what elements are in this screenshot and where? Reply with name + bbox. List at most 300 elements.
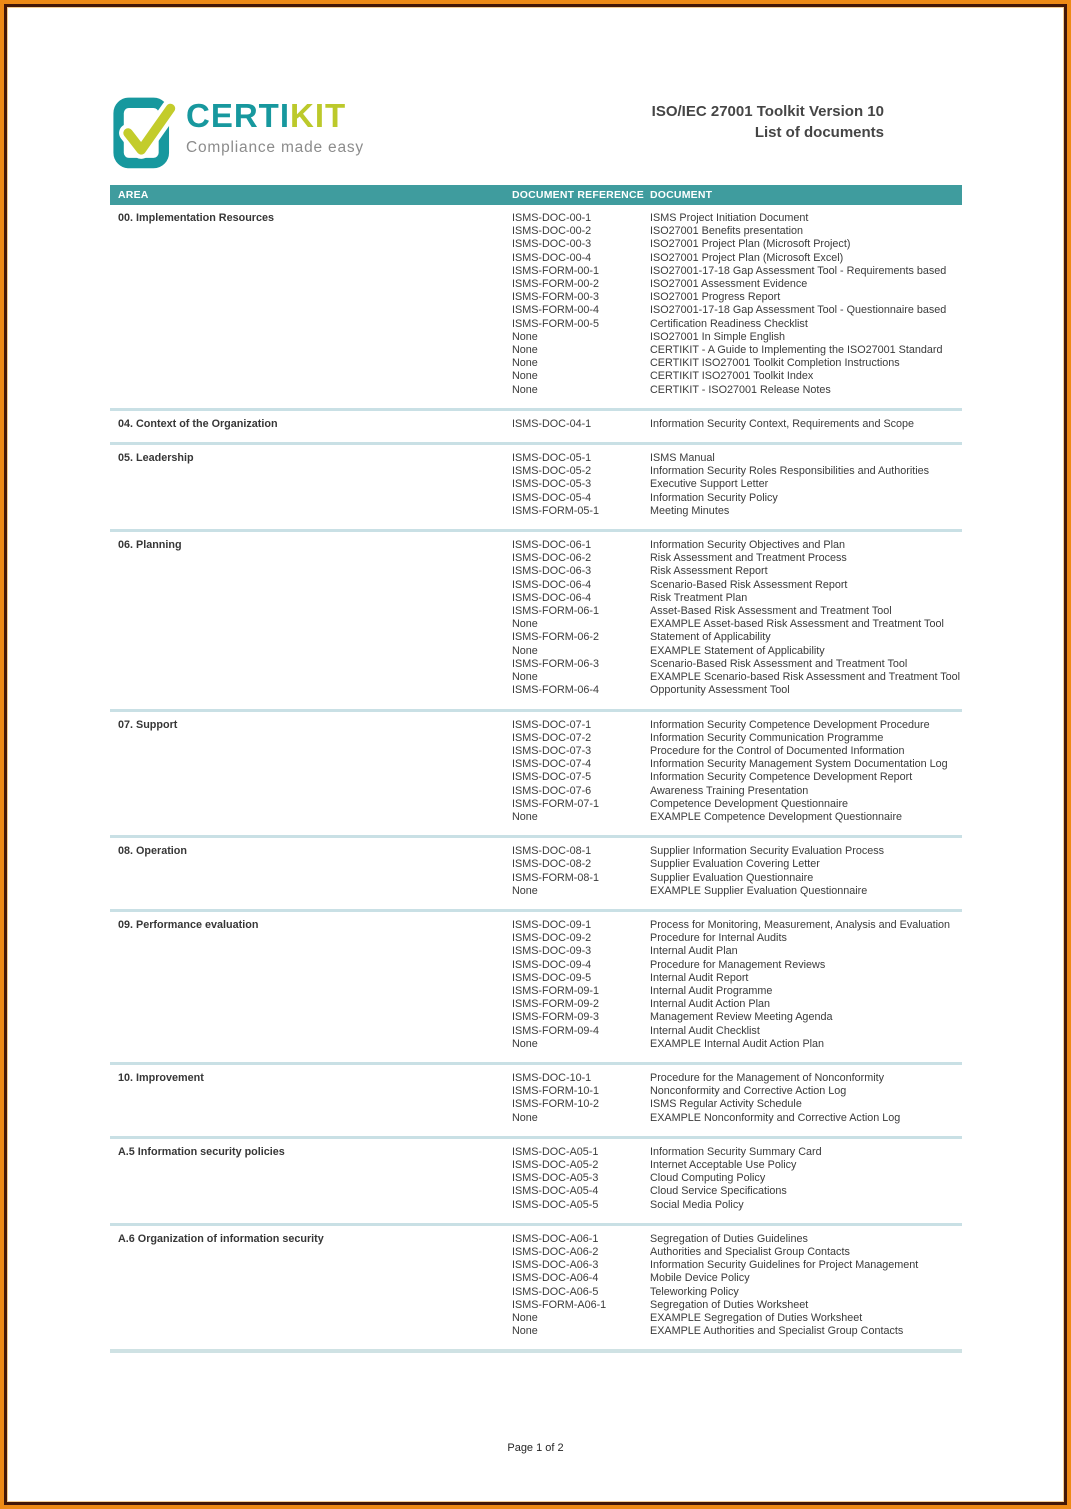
document-reference-cell: None xyxy=(512,357,538,370)
table-section xyxy=(110,1136,962,1223)
area-cell xyxy=(110,278,512,291)
document-reference-cell: ISMS-FORM-05-1 xyxy=(512,504,599,517)
document-reference-cell: None xyxy=(512,618,538,631)
document-name-cell: Cloud Computing Policy xyxy=(650,1172,766,1185)
area-cell: 09. Performance evaluation xyxy=(118,918,259,931)
area-cell xyxy=(110,959,512,972)
document-name-cell: Opportunity Assessment Tool xyxy=(650,684,790,697)
table-row xyxy=(110,505,962,518)
table-section xyxy=(110,408,962,442)
table-row xyxy=(110,1011,962,1024)
table-row xyxy=(110,418,962,431)
document-name-cell: Information Security Competence Development Report xyxy=(650,771,913,784)
document-name-cell: ISO27001-17-18 Gap Assessment Tool - Requirements based xyxy=(650,264,947,277)
area-cell xyxy=(110,579,512,592)
document-reference-cell: ISMS-DOC-A05-5 xyxy=(512,1198,599,1211)
area-cell xyxy=(110,318,512,331)
table-row xyxy=(110,318,962,331)
area-cell xyxy=(110,370,512,383)
document-name-cell: Supplier Evaluation Questionnaire xyxy=(650,871,814,884)
document-name-cell: Information Security Guidelines for Project Management xyxy=(650,1259,919,1272)
area-cell xyxy=(110,885,512,898)
area-cell xyxy=(110,1272,512,1285)
table-row xyxy=(110,1286,962,1299)
document-name-cell: Asset-Based Risk Assessment and Treatment Tool xyxy=(650,605,892,618)
table-row xyxy=(110,1233,962,1246)
table-row xyxy=(110,344,962,357)
logo-text xyxy=(186,93,364,157)
document-reference-cell: None xyxy=(512,1312,538,1325)
document-name-cell: Segregation of Duties Worksheet xyxy=(650,1298,809,1311)
table-row xyxy=(110,1172,962,1185)
table-row xyxy=(110,845,962,858)
table-row xyxy=(110,539,962,552)
area-cell xyxy=(110,684,512,697)
table-row xyxy=(110,1098,962,1111)
document-reference-cell: ISMS-DOC-07-3 xyxy=(512,744,592,757)
document-reference-cell: ISMS-DOC-09-1 xyxy=(512,918,592,931)
document-reference-cell: ISMS-DOC-08-1 xyxy=(512,845,592,858)
document-name-cell: Competence Development Questionnaire xyxy=(650,797,849,810)
document-name-cell: Mobile Device Policy xyxy=(650,1272,750,1285)
table-row xyxy=(110,212,962,225)
document-reference-cell: ISMS-DOC-A05-3 xyxy=(512,1172,599,1185)
table-row xyxy=(110,1072,962,1085)
document-name-cell: Teleworking Policy xyxy=(650,1285,739,1298)
area-cell xyxy=(110,344,512,357)
brand-tagline: Compliance made easy xyxy=(186,139,364,156)
document-reference-cell: ISMS-DOC-10-1 xyxy=(512,1071,592,1084)
document-reference-cell: None xyxy=(512,1325,538,1338)
document-title xyxy=(652,101,884,143)
table-row xyxy=(110,252,962,265)
table-row xyxy=(110,357,962,370)
document-name-cell: Internal Audit Action Plan xyxy=(650,998,771,1011)
table-row xyxy=(110,291,962,304)
area-cell xyxy=(110,671,512,684)
document-name-cell: Segregation of Duties Guidelines xyxy=(650,1232,808,1245)
area-cell xyxy=(110,592,512,605)
document-name-cell: EXAMPLE Internal Audit Action Plan xyxy=(650,1037,825,1050)
document-reference-cell: ISMS-DOC-08-2 xyxy=(512,858,592,871)
area-cell xyxy=(110,238,512,251)
area-cell xyxy=(110,771,512,784)
area-cell xyxy=(110,1172,512,1185)
document-name-cell: ISMS Manual xyxy=(650,452,715,465)
table-row xyxy=(110,465,962,478)
table-row xyxy=(110,565,962,578)
title-line-2: List of documents xyxy=(754,124,884,141)
document-name-cell: Social Media Policy xyxy=(650,1198,744,1211)
area-cell xyxy=(110,1259,512,1272)
document-name-cell: Internal Audit Report xyxy=(650,971,749,984)
document-name-cell: Scenario-Based Risk Assessment Report xyxy=(650,578,848,591)
document-name-cell: Information Security Roles Responsibilities and Authorities xyxy=(650,465,930,478)
table-section xyxy=(110,205,962,408)
area-cell xyxy=(110,565,512,578)
area-cell xyxy=(110,1286,512,1299)
documents-table xyxy=(110,185,962,1353)
document-reference-cell: ISMS-DOC-06-4 xyxy=(512,591,592,604)
table-row xyxy=(110,885,962,898)
document-name-cell: Nonconformity and Corrective Action Log xyxy=(650,1085,847,1098)
document-reference-cell: ISMS-FORM-10-2 xyxy=(512,1098,599,1111)
table-row xyxy=(110,771,962,784)
document-name-cell: Information Security Summary Card xyxy=(650,1145,822,1158)
document-reference-cell: ISMS-DOC-A05-2 xyxy=(512,1158,599,1171)
document-name-cell: EXAMPLE Nonconformity and Corrective Action Log xyxy=(650,1111,901,1124)
document-name-cell: Certification Readiness Checklist xyxy=(650,317,808,330)
clipboard-check-icon xyxy=(112,93,178,171)
document-reference-cell: ISMS-FORM-06-2 xyxy=(512,631,599,644)
table-section xyxy=(110,529,962,708)
table-row xyxy=(110,719,962,732)
area-cell xyxy=(110,658,512,671)
document-reference-cell: ISMS-DOC-05-4 xyxy=(512,491,592,504)
table-row xyxy=(110,592,962,605)
area-cell xyxy=(110,552,512,565)
area-cell: 00. Implementation Resources xyxy=(118,212,275,224)
document-name-cell: CERTIKIT - A Guide to Implementing the ISO27001 Standard xyxy=(650,344,943,357)
document-name-cell: CERTIKIT ISO27001 Toolkit Index xyxy=(650,370,814,383)
document-name-cell: Supplier Information Security Evaluation Process xyxy=(650,845,885,858)
document-name-cell: Statement of Applicability xyxy=(650,631,771,644)
document-reference-cell: ISMS-FORM-06-3 xyxy=(512,657,599,670)
document-reference-cell: ISMS-DOC-00-3 xyxy=(512,238,592,251)
table-row xyxy=(110,238,962,251)
document-name-cell: Risk Treatment Plan xyxy=(650,591,748,604)
area-cell xyxy=(110,478,512,491)
table-row xyxy=(110,959,962,972)
area-cell xyxy=(110,492,512,505)
document-reference-cell: ISMS-DOC-05-1 xyxy=(512,452,592,465)
certikit-logo xyxy=(112,93,364,171)
document-name-cell: ISO27001 Project Plan (Microsoft Project) xyxy=(650,238,851,251)
area-cell xyxy=(110,1299,512,1312)
area-cell: 10. Improvement xyxy=(118,1071,204,1084)
area-cell: 07. Support xyxy=(118,718,178,731)
document-reference-cell: ISMS-DOC-A06-2 xyxy=(512,1246,599,1258)
table-row xyxy=(110,1246,962,1259)
area-cell xyxy=(110,331,512,344)
document-name-cell: ISO27001 Assessment Evidence xyxy=(650,278,808,291)
area-cell xyxy=(110,1246,512,1259)
document-reference-cell: ISMS-DOC-00-1 xyxy=(512,212,592,224)
table-row xyxy=(110,552,962,565)
document-reference-cell: ISMS-DOC-07-4 xyxy=(512,758,592,771)
document-reference-cell: ISMS-FORM-00-1 xyxy=(512,264,599,277)
document-name-cell: Executive Support Letter xyxy=(650,478,769,491)
document-reference-cell: None xyxy=(512,810,538,823)
table-row xyxy=(110,972,962,985)
table-row xyxy=(110,684,962,697)
area-cell xyxy=(110,1098,512,1111)
area-cell xyxy=(110,1199,512,1212)
area-cell xyxy=(110,858,512,871)
document-name-cell: ISO27001-17-18 Gap Assessment Tool - Questionnaire based xyxy=(650,304,947,317)
document-name-cell: Authorities and Specialist Group Contacts xyxy=(650,1246,850,1258)
document-reference-cell: ISMS-FORM-00-5 xyxy=(512,317,599,330)
document-reference-cell: ISMS-FORM-09-4 xyxy=(512,1024,599,1037)
table-row xyxy=(110,478,962,491)
document-reference-cell: None xyxy=(512,330,538,343)
document-name-cell: EXAMPLE Statement of Applicability xyxy=(650,644,825,657)
table-row xyxy=(110,872,962,885)
column-header-area: AREA xyxy=(118,189,149,201)
table-row xyxy=(110,671,962,684)
table-row xyxy=(110,1185,962,1198)
table-row xyxy=(110,919,962,932)
document-reference-cell: ISMS-DOC-09-4 xyxy=(512,958,592,971)
document-name-cell: Information Security Context, Requirements and Scope xyxy=(650,417,915,430)
area-cell xyxy=(110,384,512,397)
table-row xyxy=(110,1199,962,1212)
table-row xyxy=(110,1299,962,1312)
document-reference-cell: ISMS-FORM-06-4 xyxy=(512,684,599,697)
table-row xyxy=(110,1146,962,1159)
area-cell xyxy=(110,785,512,798)
table-row xyxy=(110,265,962,278)
area-cell xyxy=(110,972,512,985)
area-cell xyxy=(110,304,512,317)
table-row xyxy=(110,452,962,465)
document-reference-cell: ISMS-FORM-06-1 xyxy=(512,605,599,618)
document-reference-cell: ISMS-FORM-09-3 xyxy=(512,1011,599,1024)
document-name-cell: Procedure for Internal Audits xyxy=(650,932,787,945)
table-row xyxy=(110,811,962,824)
table-row xyxy=(110,1259,962,1272)
document-reference-cell: ISMS-FORM-00-4 xyxy=(512,304,599,317)
table-row xyxy=(110,1159,962,1172)
document-name-cell: Internal Audit Checklist xyxy=(650,1024,760,1037)
document-reference-cell: ISMS-DOC-09-3 xyxy=(512,945,592,958)
table-row xyxy=(110,1312,962,1325)
column-header-document-reference: DOCUMENT REFERENCE xyxy=(512,189,644,201)
document-reference-cell: ISMS-DOC-07-6 xyxy=(512,784,592,797)
document-name-cell: Cloud Service Specifications xyxy=(650,1185,787,1198)
table-row xyxy=(110,932,962,945)
document-reference-cell: ISMS-DOC-A06-4 xyxy=(512,1272,599,1285)
document-name-cell: ISMS Regular Activity Schedule xyxy=(650,1098,802,1111)
document-reference-cell: ISMS-DOC-07-1 xyxy=(512,718,592,731)
document-name-cell: Management Review Meeting Agenda xyxy=(650,1011,833,1024)
document-name-cell: EXAMPLE Competence Development Questionnaire xyxy=(650,810,903,823)
area-cell: A.5 Information security policies xyxy=(118,1145,285,1158)
area-cell xyxy=(110,357,512,370)
table-row xyxy=(110,645,962,658)
document-name-cell: ISO27001 Project Plan (Microsoft Excel) xyxy=(650,251,844,264)
table-row xyxy=(110,1325,962,1338)
document-name-cell: EXAMPLE Segregation of Duties Worksheet xyxy=(650,1312,863,1325)
page-number: Page 1 of 2 xyxy=(507,1442,564,1454)
title-line-1: ISO/IEC 27001 Toolkit Version 10 xyxy=(651,103,884,120)
document-reference-cell: None xyxy=(512,1111,538,1124)
area-cell: A.6 Organization of information security xyxy=(118,1232,324,1245)
area-cell: 06. Planning xyxy=(118,539,182,552)
document-name-cell: Risk Assessment and Treatment Process xyxy=(650,552,847,565)
table-row xyxy=(110,492,962,505)
document-name-cell: CERTIKIT ISO27001 Toolkit Completion Instructions xyxy=(650,357,900,370)
table-row xyxy=(110,384,962,397)
document-name-cell: Risk Assessment Report xyxy=(650,565,768,578)
table-row xyxy=(110,1272,962,1285)
area-cell xyxy=(110,811,512,824)
document-name-cell: Information Security Competence Development Procedure xyxy=(650,718,930,731)
document-reference-cell: None xyxy=(512,884,538,897)
document-reference-cell: ISMS-DOC-04-1 xyxy=(512,417,592,430)
table-row xyxy=(110,798,962,811)
area-cell xyxy=(110,618,512,631)
document-name-cell: Meeting Minutes xyxy=(650,504,730,517)
document-reference-cell: ISMS-DOC-07-5 xyxy=(512,771,592,784)
table-row xyxy=(110,732,962,745)
document-name-cell: Supplier Evaluation Covering Letter xyxy=(650,858,820,871)
area-cell xyxy=(110,465,512,478)
area-cell xyxy=(110,1185,512,1198)
document-name-cell: ISMS Project Initiation Document xyxy=(650,212,809,224)
area-cell xyxy=(110,225,512,238)
area-cell xyxy=(110,932,512,945)
brand-name xyxy=(186,99,364,133)
document-reference-cell: ISMS-DOC-A05-1 xyxy=(512,1145,599,1158)
column-header-document: DOCUMENT xyxy=(650,189,713,201)
document-name-cell: Internal Audit Programme xyxy=(650,984,773,997)
table-row xyxy=(110,1085,962,1098)
table-row xyxy=(110,331,962,344)
table-row xyxy=(110,370,962,383)
table-row xyxy=(110,304,962,317)
area-cell xyxy=(110,252,512,265)
table-row xyxy=(110,998,962,1011)
area-cell xyxy=(110,605,512,618)
table-row xyxy=(110,618,962,631)
document-name-cell: Awareness Training Presentation xyxy=(650,784,809,797)
document-reference-cell: ISMS-DOC-06-1 xyxy=(512,539,592,552)
document-reference-cell: ISMS-FORM-00-2 xyxy=(512,278,599,291)
document-name-cell: Information Security Objectives and Plan xyxy=(650,539,846,552)
area-cell: 04. Context of the Organization xyxy=(118,417,278,430)
area-cell xyxy=(110,945,512,958)
area-cell xyxy=(110,1025,512,1038)
document-reference-cell: ISMS-DOC-06-4 xyxy=(512,578,592,591)
document-reference-cell: ISMS-FORM-10-1 xyxy=(512,1085,599,1098)
document-reference-cell: None xyxy=(512,370,538,383)
document-reference-cell: None xyxy=(512,671,538,684)
document-name-cell: Information Security Management System Documentation Log xyxy=(650,758,948,771)
document-reference-cell: ISMS-FORM-09-2 xyxy=(512,998,599,1011)
document-reference-cell: ISMS-DOC-06-3 xyxy=(512,565,592,578)
document-name-cell: Scenario-Based Risk Assessment and Treatment Tool xyxy=(650,657,908,670)
document-name-cell: Procedure for the Management of Nonconformity xyxy=(650,1071,885,1084)
document-name-cell: EXAMPLE Scenario-based Risk Assessment and Treatment Tool xyxy=(650,671,961,684)
table-section xyxy=(110,909,962,1062)
table-row xyxy=(110,785,962,798)
document-reference-cell: ISMS-FORM-09-1 xyxy=(512,984,599,997)
document-reference-cell: None xyxy=(512,1037,538,1050)
document-reference-cell: None xyxy=(512,644,538,657)
area-cell xyxy=(110,291,512,304)
document-name-cell: Internal Audit Plan xyxy=(650,945,738,958)
document-reference-cell: ISMS-FORM-A06-1 xyxy=(512,1298,607,1311)
table-row xyxy=(110,858,962,871)
table-body xyxy=(110,205,962,1353)
table-section xyxy=(110,1062,962,1136)
document-name-cell: EXAMPLE Asset-based Risk Assessment and Treatment Tool xyxy=(650,618,944,631)
table-row xyxy=(110,579,962,592)
document-name-cell: Information Security Policy xyxy=(650,491,778,504)
document-reference-cell: ISMS-DOC-A05-4 xyxy=(512,1185,599,1198)
document-reference-cell: None xyxy=(512,383,538,396)
document-name-cell: EXAMPLE Supplier Evaluation Questionnaire xyxy=(650,884,868,897)
document-reference-cell: ISMS-DOC-05-3 xyxy=(512,478,592,491)
document-name-cell: ISO27001 In Simple English xyxy=(650,330,786,343)
area-cell xyxy=(110,758,512,771)
table-row xyxy=(110,758,962,771)
document-reference-cell: ISMS-DOC-09-5 xyxy=(512,971,592,984)
document-reference-cell: ISMS-DOC-00-2 xyxy=(512,225,592,238)
area-cell xyxy=(110,1112,512,1125)
area-cell xyxy=(110,265,512,278)
area-cell xyxy=(110,732,512,745)
table-row xyxy=(110,225,962,238)
area-cell xyxy=(110,985,512,998)
document-name-cell: Process for Monitoring, Measurement, Analysis and Evaluation xyxy=(650,918,951,931)
document-name-cell: EXAMPLE Authorities and Specialist Group Contacts xyxy=(650,1325,904,1338)
table-row xyxy=(110,658,962,671)
document-reference-cell: ISMS-FORM-07-1 xyxy=(512,797,599,810)
area-cell xyxy=(110,1011,512,1024)
area-cell xyxy=(110,1325,512,1338)
document-name-cell: ISO27001 Progress Report xyxy=(650,291,781,304)
document-reference-cell: ISMS-DOC-A06-5 xyxy=(512,1285,599,1298)
document-reference-cell: ISMS-FORM-08-1 xyxy=(512,871,599,884)
document-reference-cell: ISMS-DOC-00-4 xyxy=(512,251,592,264)
area-cell xyxy=(110,1312,512,1325)
table-section xyxy=(110,442,962,529)
document-name-cell: Information Security Communication Programme xyxy=(650,731,884,744)
table-row xyxy=(110,631,962,644)
area-cell xyxy=(110,505,512,518)
document-reference-cell: None xyxy=(512,344,538,357)
area-cell: 05. Leadership xyxy=(118,452,194,465)
table-row xyxy=(110,745,962,758)
table-section xyxy=(110,835,962,909)
area-cell xyxy=(110,798,512,811)
table-row xyxy=(110,278,962,291)
table-row xyxy=(110,605,962,618)
document-reference-cell: ISMS-DOC-06-2 xyxy=(512,552,592,565)
document-name-cell: Procedure for Management Reviews xyxy=(650,958,826,971)
table-row xyxy=(110,985,962,998)
table-row xyxy=(110,945,962,958)
area-cell xyxy=(110,1085,512,1098)
table-section xyxy=(110,709,962,836)
area-cell xyxy=(110,998,512,1011)
document-reference-cell: ISMS-DOC-05-2 xyxy=(512,465,592,478)
document-reference-cell: ISMS-FORM-00-3 xyxy=(512,291,599,304)
table-row xyxy=(110,1112,962,1125)
area-cell xyxy=(110,1159,512,1172)
area-cell: 08. Operation xyxy=(118,845,187,858)
area-cell xyxy=(110,1038,512,1051)
document-name-cell: CERTIKIT - ISO27001 Release Notes xyxy=(650,383,831,396)
document-reference-cell: ISMS-DOC-A06-1 xyxy=(512,1232,599,1245)
document-name-cell: Procedure for the Control of Documented Information xyxy=(650,744,905,757)
brand-part-kit: KIT xyxy=(290,97,347,134)
document-reference-cell: ISMS-DOC-A06-3 xyxy=(512,1259,599,1272)
area-cell xyxy=(110,631,512,644)
area-cell xyxy=(110,745,512,758)
